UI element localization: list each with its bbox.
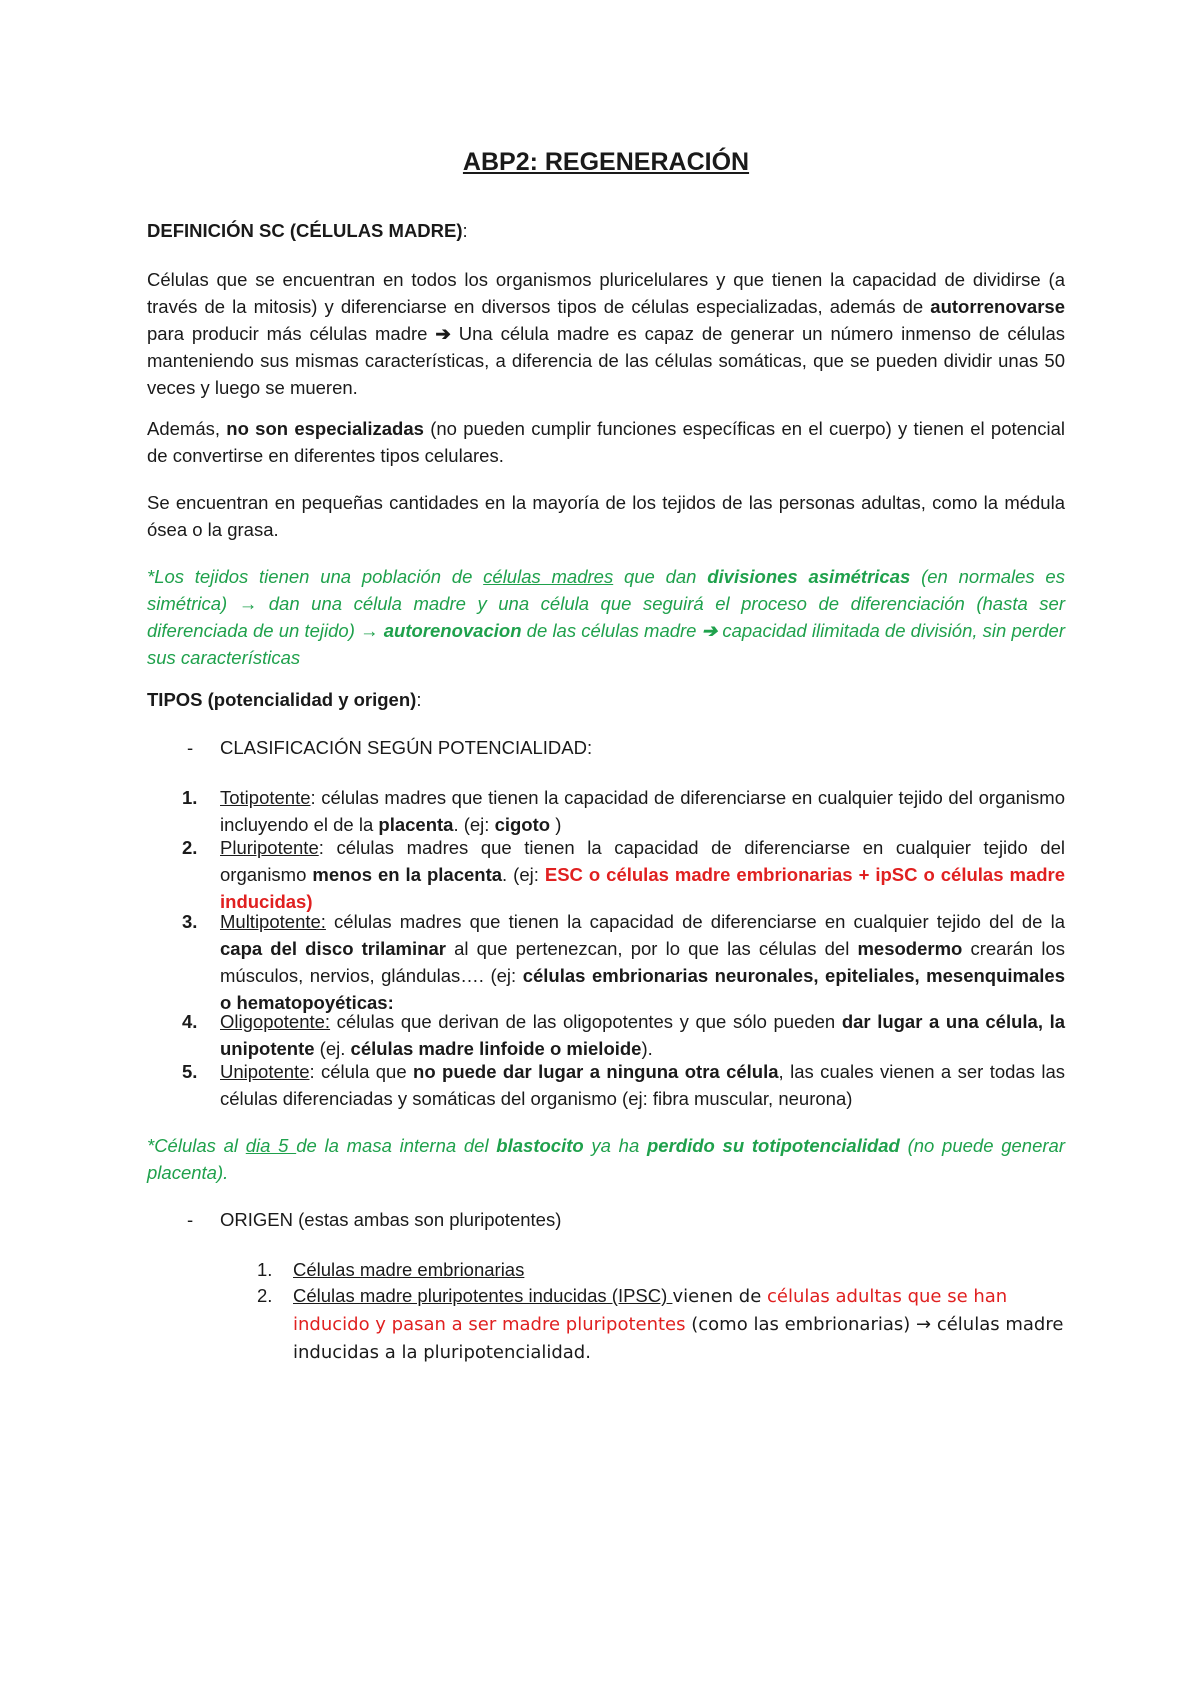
clasificacion-heading: CLASIFICACIÓN SEGÚN POTENCIALIDAD: [220,737,593,758]
sublist-number: 2. [257,1285,273,1306]
sublist-number: 1. [257,1259,273,1280]
list-item-multipotente: Multipotente: células madres que tienen la capacidad de diferenciarse en cualquier tejido del de la capa del disco trilaminar al que pertenezcan, por lo que las células del mesodermo crearán los músculos, nervios, glándulas…. (ej: células embrionarias neuronales, epiteliales, mesenquimales o hematopoyéticas: [220,911,1065,1013]
arrow-icon: ➔ [701,620,718,641]
tipos-heading: TIPOS (potencialidad y origen): [147,689,422,710]
ubicacion-paragraph: Se encuentran en pequeñas cantidades en la mayoría de los tejidos de las personas adultas, como la médula ósea o la grasa. [147,492,1065,540]
especializadas-paragraph: Además, no son especializadas (no pueden cumplir funciones específicas en el cuerpo) y tienen el potencial de convertirse en diferentes tipos celulares. [147,418,1065,466]
list-number: 2. [182,837,198,858]
list-number: 3. [182,911,198,932]
list-item-oligopotente: Oligopotente: células que derivan de las oligopotentes y que sólo pueden dar lugar a una célula, la unipotente (ej. células madre linfoide o mieloide). [220,1011,1065,1059]
origen-item-embrionarias: Células madre embrionarias [293,1259,525,1280]
origen-item-ipsc: Células madre pluripotentes inducidas (IPSC) vienen de células adultas que se han inducido y pasan a ser madre pluripotentes (como las embrionarias) → células madre inducidas a la pluripotencialidad. [293,1285,1064,1363]
list-item-unipotente: Unipotente: célula que no puede dar lugar a ninguna otra célula, las cuales vienen a ser todas las células diferenciadas y somáticas del organismo (ej: fibra muscular, neurona) [220,1061,1066,1109]
asimetricas-note: *Los tejidos tienen una población de células madres que dan divisiones asimétricas (en normales es simétrica) → dan una célula madre y una célula que seguirá el proceso de diferenciación (hasta ser diferenciada de un tejido) → autorenovacion de las células madre ➔ capacidad ilimitada de división, sin perder sus características [147,566,1065,668]
definicion-heading: DEFINICIÓN SC (CÉLULAS MADRE): [147,220,468,241]
list-item-pluripotente: Pluripotente: células madres que tienen la capacidad de diferenciarse en cualquier tejido del organismo menos en la placenta. (ej: ESC o células madre embrionarias + ipSC o células madre inducidas) [220,837,1066,912]
origen-heading: ORIGEN (estas ambas son pluripotentes) [220,1209,562,1230]
page-title: ABP2: REGENERACIÓN [462,148,750,176]
definicion-paragraph: Células que se encuentran en todos los organismos pluricelulares y que tienen la capacidad de dividirse (a través de la mitosis) y diferenciarse en diversos tipos de células especializadas, además de autorrenovarse para producir más células madre ➔ Una célula madre es capaz de generar un número inmenso de células manteniendo sus mismas características, a diferencia de las células somáticas, que se pueden dividir unas 50 veces y luego se mueren. [147,269,1065,398]
list-dash: - [187,1209,194,1230]
arrow-icon: ➔ [435,323,451,344]
list-item-totipotente: Totipotente: células madres que tienen la capacidad de diferenciarse en cualquier tejido del organismo incluyendo el de la placenta. (ej: cigoto ) [220,787,1065,835]
list-number: 1. [182,787,198,808]
list-dash: - [187,737,194,758]
list-number: 4. [182,1011,198,1032]
blastocito-note: *Células al dia 5 de la masa interna del blastocito ya ha perdido su totipotencialidad (no puede generar placenta). [147,1135,1065,1183]
list-number: 5. [182,1061,198,1082]
